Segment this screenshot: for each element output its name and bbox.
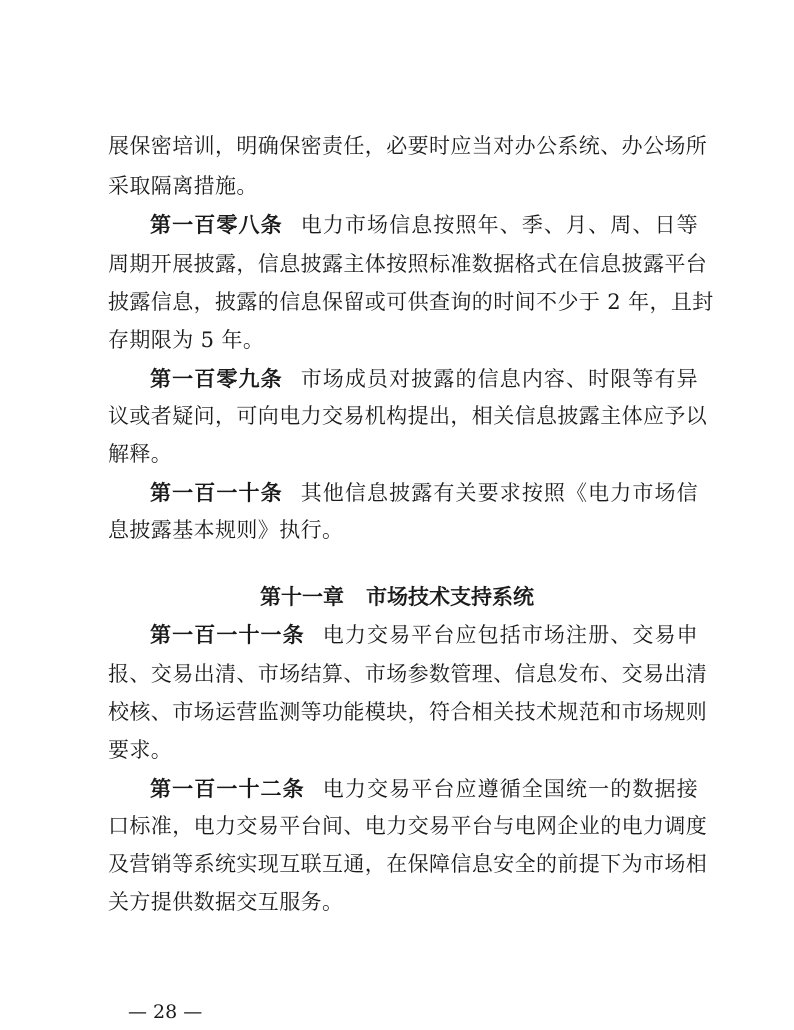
article-109-title: 第一百零九条 (150, 366, 283, 391)
text-segment: 其他信息披露有关要求按照《电力市场信 (300, 481, 699, 505)
text-line: 披露信息，披露的信息保留或可供查询的时间不少于 2 年，且封 (108, 290, 714, 314)
text-line: 展保密培训，明确保密责任，必要时应当对办公系统、办公场所 (108, 134, 708, 158)
text-line: 口标准，电力交易平台间、电力交易平台与电网企业的电力调度 (108, 814, 708, 838)
text-segment: 市场成员对披露的信息内容、时限等有异 (300, 367, 699, 391)
article-108-first-line (150, 210, 698, 239)
text-line: 存期限为 5 年。 (108, 328, 265, 352)
text-segment: 电力市场信息按照年、季、月、周、日等 (300, 213, 699, 237)
article-110-first-line (150, 478, 698, 507)
text-line: 息披露基本规则》执行。 (108, 518, 344, 542)
text-line: 周期开展披露，信息披露主体按照标准数据格式在信息披露平台 (108, 252, 708, 276)
article-110-title: 第一百一十条 (150, 480, 283, 505)
text-line: 议或者疑问，可向电力交易机构提出，相关信息披露主体应予以 (108, 404, 708, 428)
text-line: 校核、市场运营监测等功能模块，符合相关技术规范和市场规则 (108, 700, 708, 724)
article-112-first-line (150, 774, 698, 803)
text-line: 及营销等系统实现互联互通，在保障信息安全的前提下为市场相 (108, 852, 708, 876)
article-111-first-line (150, 620, 698, 649)
article-108-title: 第一百零八条 (150, 212, 283, 237)
text-line: 解释。 (108, 442, 173, 466)
chapter-number: 第十一章 (260, 584, 344, 609)
article-111-title: 第一百一十一条 (150, 622, 305, 647)
text-line: 关方提供数据交互服务。 (108, 890, 344, 914)
page-number: — 28 — (128, 1001, 203, 1023)
text-segment: 电力交易平台应包括市场注册、交易申 (322, 623, 698, 647)
text-line: 要求。 (108, 738, 173, 762)
text-segment: 电力交易平台应遵循全国统一的数据接 (322, 777, 698, 801)
text-line: 采取隔离措施。 (108, 174, 258, 198)
article-112-title: 第一百一十二条 (150, 776, 305, 801)
chapter-title: 市场技术支持系统 (366, 584, 534, 609)
chapter-heading (0, 582, 794, 611)
article-109-first-line (150, 364, 698, 393)
text-line: 报、交易出清、市场结算、市场参数管理、信息发布、交易出清 (108, 662, 708, 686)
